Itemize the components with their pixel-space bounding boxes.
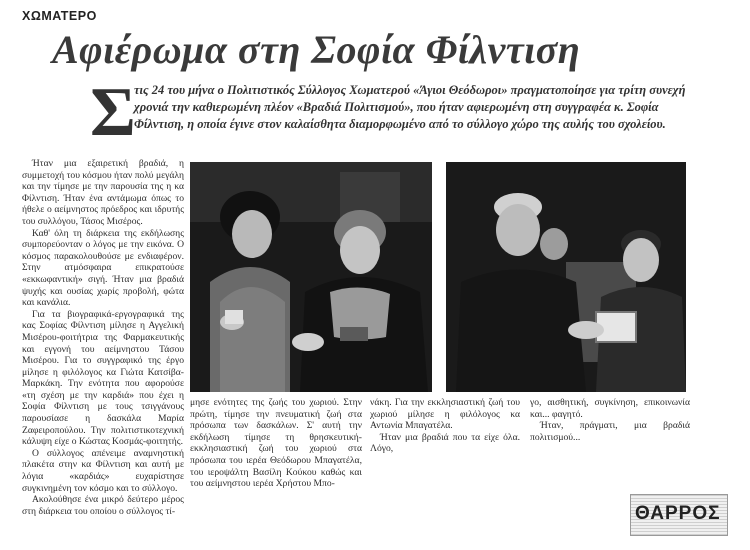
body-paragraph: Ακολούθησε ένα μικρό δεύτερο μέρος στη διάρκεια του οποίου ο σύλλογος τί- [22, 494, 184, 517]
event-photo-plaque [446, 162, 686, 392]
body-paragraph: Ήταν, πράγματι, μια βραδιά πολιτισμού... [530, 420, 690, 443]
drop-cap: Σ [90, 74, 136, 151]
newspaper-masthead-logo [630, 494, 728, 536]
body-column-1 [22, 158, 184, 517]
photo-image [446, 162, 686, 392]
photo-image [190, 162, 432, 392]
body-column-3 [370, 397, 520, 455]
body-paragraph: μησε ενότητες της ζωής του χωριού. Στην πρώτη, τίμησε την πνευματική ζωή στα πρόσωπα των δασκάλων. Σ' αυτή την εκδήλωση τίμησε τη θρησκευτική- εκκλησιαστική ζωή του χωριού στα πρόσωπα του ιερέα Θεόδωρου Μπαγατέλα, του ιεροψάλτη Βασίλη Κούκου καθώς και του αείμνηστου ιερέα Χρήστου Μπο- [190, 397, 362, 490]
body-paragraph: Ήταν μια εξαιρετική βραδιά, η συμμετοχή του κόσμου ήταν πολύ μεγάλη και την τίμησε με την παρουσία της η κα Φίλντιση. Ήταν ένα αντάμωμα όπως το ήθελε ο αείμνηστος πρόεδρος και ιδρυτής του συλλόγου, Τάσος Μισέρος. [22, 158, 184, 227]
body-paragraph: Ήταν μια βραδιά που τα είχε όλα. Λόγο, [370, 431, 520, 455]
masthead-title: ΘΑΡΡΟΣ [635, 503, 721, 524]
body-column-2 [190, 397, 362, 490]
body-paragraph: γο, αισθητική, συγκίνηση, επικοινωνία και... φαγητό. [530, 397, 690, 420]
lead-paragraph: τις 24 του μήνα ο Πολιτιστικός Σύλλογος Χωματερού «Άγιοι Θεόδωροι» πραγματοποίησε για τρίτη συνεχή χρονιά την καθιερωμένη πλέον «Βραδιά Πολιτισμού», που ήταν αφιερωμένη στη συγγραφέα κ. Σοφία Φίλντιση, η οποία έγινε στον καλαίσθητα διαμορφωμένο από το σύλλογο χώρο της αυλής του σχολείου. [134, 83, 686, 131]
body-paragraph: Ο σύλλογος απένειμε αναμνηστική πλακέτα στην κα Φίλντιση και αυτή με λόγια «καρδιάς» ευχαρίστησε συγκινημένη τον κόσμο και το σύλλογο. [22, 447, 184, 494]
body-paragraph: Καθ' όλη τη διάρκεια της εκδήλωσης συμπορεύονταν ο λόγος με την εικόνα. Ο κόσμος παρακολουθούσε με ενδιαφέρον. Στην ατμόσφαιρα επικρατούσε «εκκωφαντική» σιγή. Ήταν μια βραδιά ψυχής και ουσίας χωρίς προβολή, φώτα και κανάλια. [22, 227, 184, 309]
event-photo-two-women [190, 162, 432, 392]
body-column-4 [530, 397, 690, 443]
article-headline: Αφιέρωμα στη Σοφία Φίλντιση [52, 27, 581, 72]
body-paragraph: Για τα βιογραφικά-εργογραφικά της κας Σοφίας Φίλντιση μίλησε η Αγγελική Μισέρου-φοιτήτρια της Φαρμακευτικής και εγγονή του αείμνηστου Τάσου Μισέρου. Για το συγγραφικό της έργο μίλησε η φιλόλογος κα Γιώτα Κατσίβα-Μαρκάκη. Την ενότητα που αφορούσε «τη σχέση με την καρδιά» που έχει η Σοφία Φίλντιση με τους τσιγγάνους παρουσίασε η δασκάλα Μαρία Ζαφειροπούλου. Την πολιτιστικοτεχνική κάλυψη είχε ο Κώστας Κοσμάς-φοιτητής. [22, 308, 184, 448]
section-label: ΧΩΜΑΤΕΡΟ [22, 9, 97, 23]
body-paragraph: νάκη. Για την εκκλησιαστική ζωή του χωριού μίλησε η φιλόλογος κα Αντωνία Μπαγατέλα. [370, 397, 520, 432]
